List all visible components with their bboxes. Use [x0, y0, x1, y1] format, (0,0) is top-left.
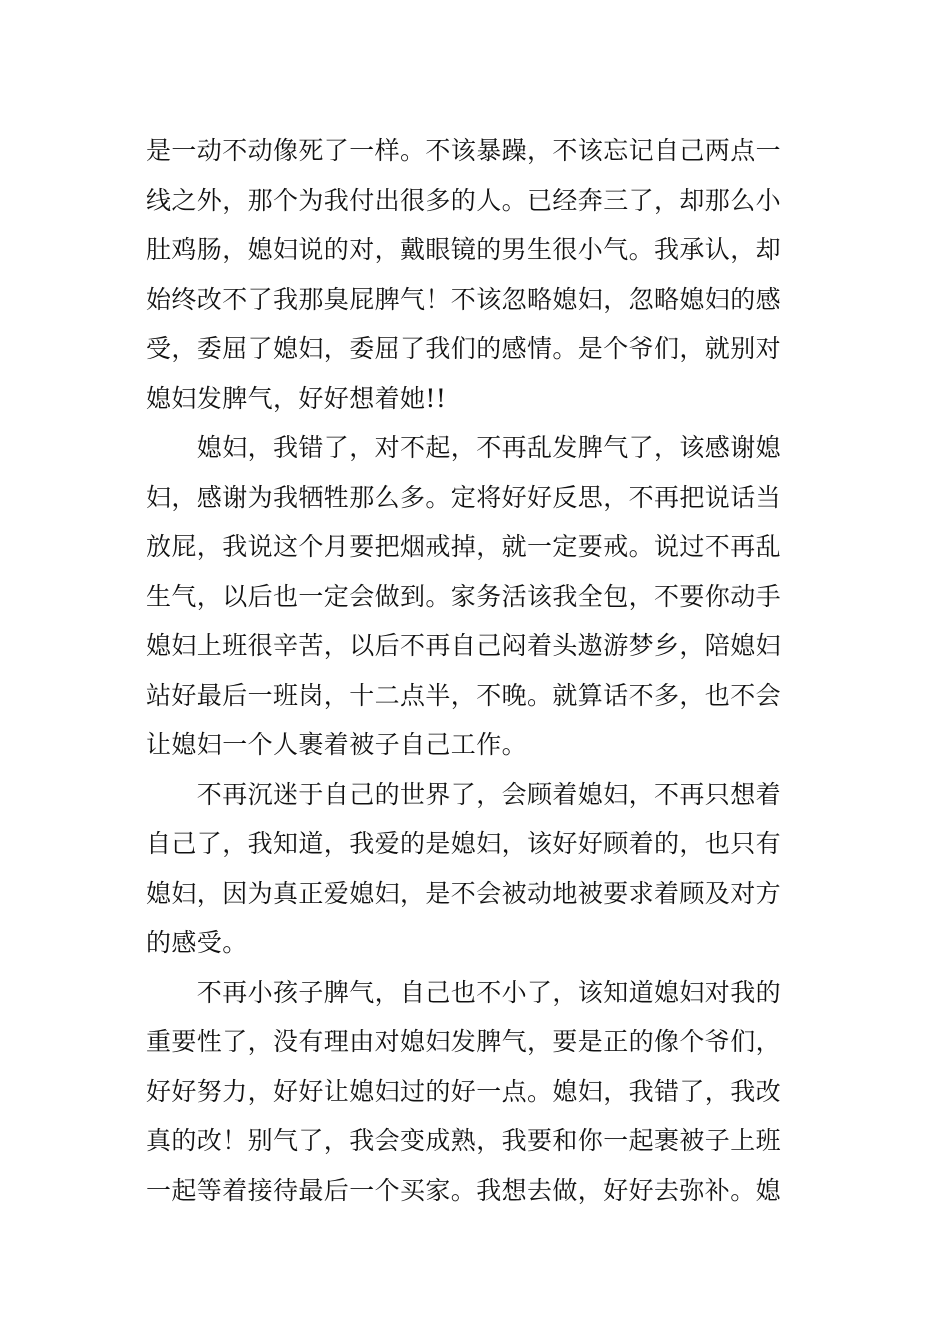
text-line: 放屁，我说这个月要把烟戒掉，就一定要戒。说过不再乱: [146, 532, 782, 561]
text-line: 媳妇，我错了，对不起，不再乱发脾气了，该感谢媳: [146, 433, 782, 462]
text-line: 妇，感谢为我牺牲那么多。定将好好反思，不再把说话当: [146, 482, 782, 512]
text-line: 是一动不动像死了一样。不该暴躁，不该忘记自己两点一: [146, 136, 782, 165]
text-line: 不再沉迷于自己的世界了，会顾着媳妇，不再只想着: [146, 779, 782, 809]
text-line: 生气，以后也一定会做到。家务活该我全包，不要你动手: [146, 581, 782, 611]
text-line: 真的改！别气了，我会变成熟，我要和你一起裹被子上班: [146, 1126, 782, 1155]
text-line: 受，委屈了媳妇，委屈了我们的感情。是个爷们，就别对: [146, 334, 782, 363]
text-line: 始终改不了我那臭屁脾气！不该忽略媳妇，忽略媳妇的感: [146, 284, 782, 314]
text-line: 媳妇，因为真正爱媳妇，是不会被动地被要求着顾及对方: [146, 878, 782, 908]
body-text: [146, 126, 808, 1215]
text-line: 线之外，那个为我付出很多的人。已经奔三了，却那么小: [146, 185, 782, 215]
text-line: 让媳妇一个人裹着被子自己工作。: [146, 730, 528, 759]
text-line: 站好最后一班岗，十二点半，不晚。就算话不多，也不会: [146, 680, 782, 710]
text-line: 肚鸡肠，媳妇说的对，戴眼镜的男生很小气。我承认，却: [146, 235, 782, 264]
text-line: 不再小孩子脾气，自己也不小了，该知道媳妇对我的: [146, 977, 782, 1007]
text-line: 好好努力，好好让媳妇过的好一点。媳妇，我错了，我改: [146, 1076, 782, 1106]
text-line: 的感受。: [146, 928, 248, 957]
text-line: 重要性了，没有理由对媳妇发脾气，要是正的像个爷们，: [146, 1027, 782, 1056]
text-line: 自己了，我知道，我爱的是媳妇，该好好顾着的，也只有: [146, 829, 782, 858]
text-line: 媳妇发脾气，好好想着她!!: [146, 383, 447, 413]
text-line: 媳妇上班很辛苦，以后不再自己闷着头遨游梦乡，陪媳妇: [146, 631, 782, 660]
text-line: 一起等着接待最后一个买家。我想去做，好好去弥补。媳: [146, 1175, 782, 1205]
